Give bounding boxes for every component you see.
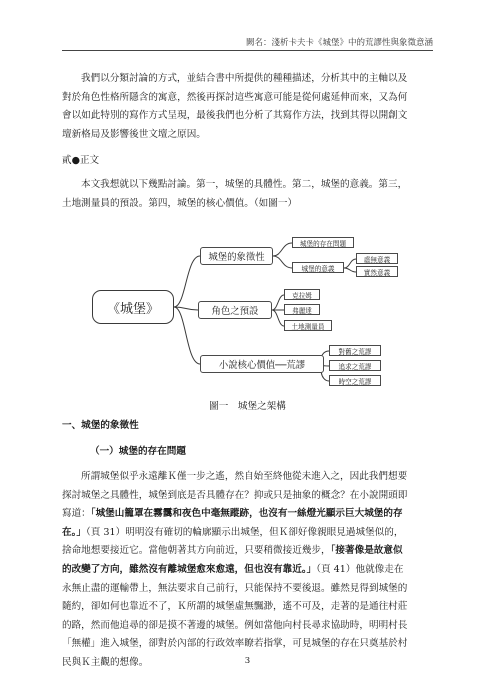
section-heading: 貳●正文	[62, 155, 100, 166]
connector	[272, 295, 284, 310]
connector	[321, 351, 329, 364]
text-line: 所謂城堡似乎永遠離Ｋ僅一步之遙，然自始至終他從未進入之，因此我們想要	[81, 471, 408, 482]
text-line	[62, 561, 432, 580]
quote-run: 「城堡山籠罩在霧靄和夜色中毫無蹤跡，也沒有一絲燈光顯示巨大城堡的存	[90, 508, 403, 520]
text-line: 我們以分類討論的方式，並結合書中所提供的種種描述，分析其中的主軸以及	[81, 73, 408, 84]
text-line: 的路，然而他追尋的卻是摸不著邊的城堡。例如當他向村長尋求協助時，明明村長	[62, 619, 408, 631]
connector	[321, 364, 329, 381]
text-line: 本文我想就以下幾點討論。第一，城堡的具體性。第二，城堡的意義。第三，	[81, 179, 408, 190]
mindmap-node-void-meaning: 虛無意義	[356, 253, 398, 264]
mindmap-node-existence: 城堡的存在問題	[292, 237, 354, 248]
mindmap-node-land-surveyor: 土地測量員	[284, 320, 332, 331]
mindmap-node-frieda: 弗麗達	[284, 304, 320, 315]
text-line: 隨約，卻如何也靠近不了，Ｋ所謂的城堡虛無飄渺，遙不可及，走著的是通往村莊	[62, 601, 408, 613]
body-intro-paragraph	[62, 176, 432, 213]
connector	[321, 364, 329, 366]
mindmap-node-meaning: 城堡的意義	[292, 262, 344, 273]
text-run: 寫道：	[62, 508, 91, 520]
connector	[174, 256, 200, 307]
text-line	[62, 542, 432, 561]
mindmap-branch-characters: 角色之預設	[198, 301, 272, 319]
mindmap-node-absurd-2: 追求之荒謬	[329, 360, 381, 371]
header-rule	[62, 50, 433, 51]
text-run: 捨命地想要接近它。當他朝著其方向前近，只要稍微接近幾步，	[62, 545, 331, 557]
mindmap-branch-absurdity: 小說核心價值──荒謬	[200, 355, 324, 373]
mindmap-root: 《城堡》	[92, 290, 174, 324]
connector	[273, 243, 292, 256]
mindmap-branch-symbolism: 城堡的象徵性	[200, 247, 273, 265]
text-line: 民與Ｋ主觀的想像。	[62, 656, 149, 668]
quote-run: 的改變了方向，雖然沒有離城堡愈來愈遠，但也沒有靠近。」	[62, 563, 317, 575]
text-line: 永無止盡的運輸帶上，無法要求自己前行，只能保持不要後退。雖然見得到城堡的	[62, 582, 408, 594]
page-number: 3	[244, 656, 251, 666]
figure-caption: 圖一 城堡之架構	[209, 401, 286, 412]
intro-paragraph	[62, 70, 432, 144]
connector	[344, 259, 356, 268]
text-line: 對於角色性格所隱含的寓意，然後再探討這些寓意可能是從何處延伸而來，又為何	[62, 91, 408, 103]
text-line: 「無權」進入城堡，卻對於內部的行政效率瞭若指掌，可見城堡的存在只奠基於村	[62, 638, 408, 650]
subsection-heading: 一、城堡的象徵性	[62, 420, 139, 431]
body-paragraph	[62, 468, 432, 673]
text-line: 探討城堡之具體性，城堡到底是否具體存在？抑或只是抽象的概念？在小說開頭即	[62, 489, 408, 501]
text-line	[62, 524, 432, 543]
quote-run: 「接著像是故意似	[330, 545, 403, 557]
connector	[344, 268, 356, 272]
text-run: （頁 41）他就像走在	[316, 563, 404, 575]
running-header: 闕名：淺析卡夫卡《城堡》中的荒謬性與象徵意涵	[245, 38, 433, 48]
mindmap-node-actual-meaning: 實然意義	[356, 266, 398, 277]
text-run: （頁 31）明明沒有確切的輪廓顯示出城堡，但Ｋ卻好像親眼見過城堡似的，	[85, 526, 404, 538]
text-line: 土地測量員的預設。第四，城堡的核心價值。（如圖一）	[62, 197, 298, 209]
text-line: 壇新格局及影響後世文壇之原因。	[62, 128, 206, 140]
connector	[174, 307, 198, 310]
connector	[272, 310, 284, 326]
text-line	[62, 505, 432, 524]
mindmap-node-absurd-3: 時空之荒謬	[329, 375, 381, 386]
mindmap-node-klamm: 克拉姆	[284, 289, 320, 300]
connector	[273, 256, 292, 268]
quote-run: 在。」	[62, 526, 86, 538]
mindmap-node-absurd-1: 對舊之荒謬	[329, 345, 381, 356]
subsubsection-heading: （一）城堡的存在問題	[90, 446, 186, 457]
text-line: 會以如此特別的寫作方式呈現，最後我們也分析了其寫作方法，找到其得以開創文	[62, 110, 408, 122]
connector	[174, 307, 200, 364]
